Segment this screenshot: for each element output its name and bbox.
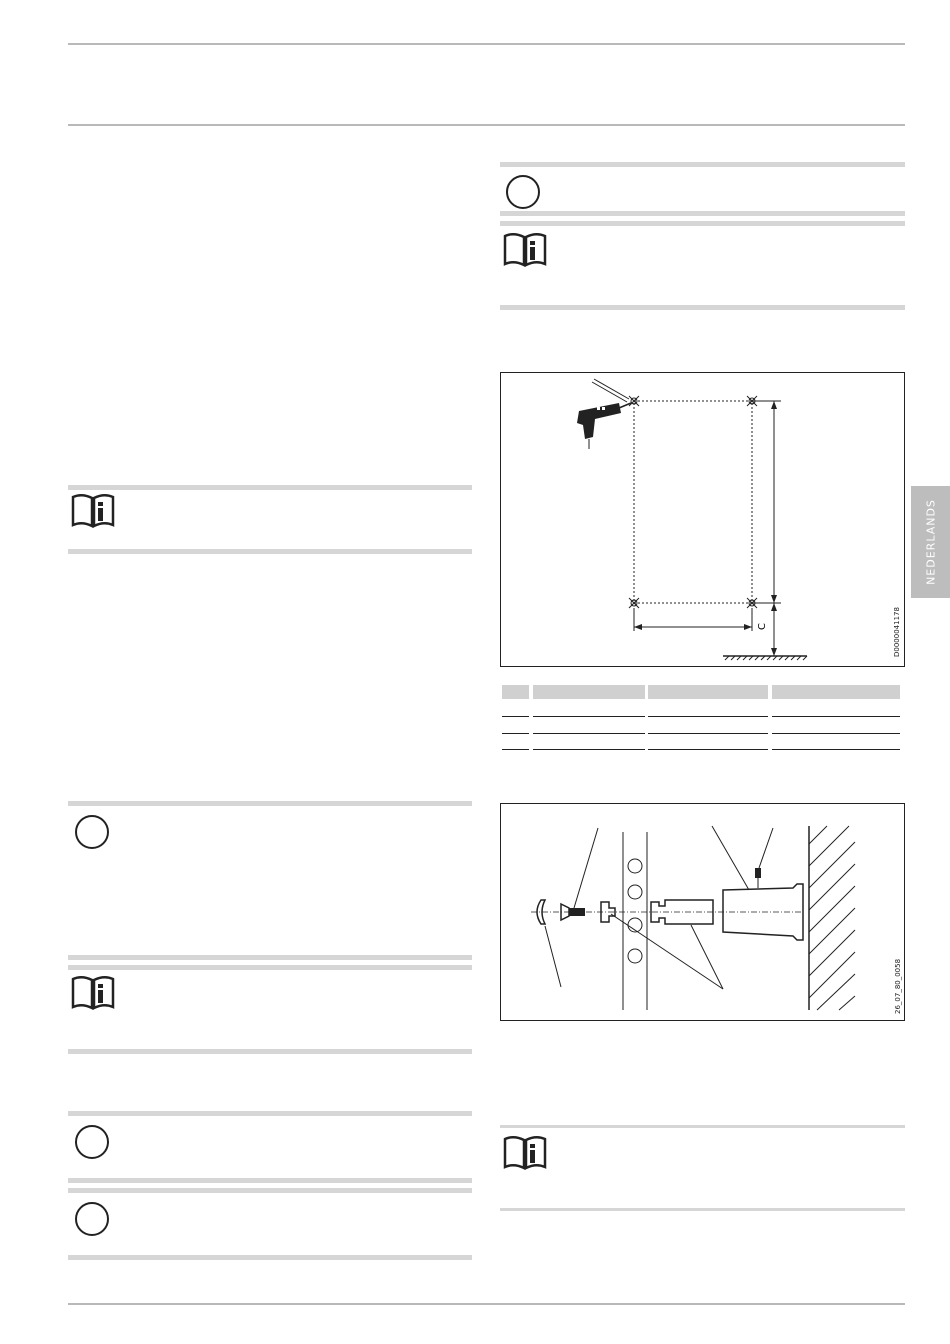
table-row [533,733,645,734]
info-block-bottom-bar [68,549,472,554]
header-rule-bottom [68,124,905,126]
table-row [502,716,529,717]
table-row [533,716,645,717]
table-row [648,749,768,750]
figure-drill-layout [500,372,905,667]
note-block-top-bar [500,162,905,167]
info-block-top-bar [500,1125,905,1128]
info-block-bottom-bar [68,1049,472,1054]
note-circle-icon [75,1125,109,1159]
language-side-tab-label: NEDERLANDS [924,499,937,585]
table-row [502,749,529,750]
note-block-top-bar [68,1188,472,1193]
note-block-top-bar [68,801,472,806]
table-row [772,733,900,734]
figure-code: D0000041178 [893,607,901,657]
table-header-cell [502,685,529,699]
note-block-bottom-bar [68,1255,472,1260]
table-header-cell [772,685,900,699]
note-block-bottom-bar [68,1178,472,1183]
info-block-bottom-bar [500,1208,905,1211]
note-block-top-bar [68,1111,472,1116]
info-block-top-bar [68,485,472,490]
table-row [648,733,768,734]
info-book-icon [502,1135,548,1171]
info-block-top-bar [68,965,472,970]
language-side-tab [911,486,950,598]
table-row [772,716,900,717]
info-book-icon [70,975,116,1011]
figure-code: 26_07_80_0058 [894,958,902,1014]
note-block-bottom-bar [500,211,905,216]
info-book-icon [502,232,548,268]
table-row [533,749,645,750]
table-header-cell [648,685,768,699]
table-row [502,733,529,734]
note-circle-icon [506,175,540,209]
drill-layout-drawing [501,373,904,666]
figure-wall-mount [500,803,905,1021]
note-circle-icon [75,1202,109,1236]
footer-rule [68,1303,905,1305]
info-block-top-bar [500,221,905,226]
note-block-bottom-bar [68,955,472,960]
table-header-cell [533,685,645,699]
wall-mount-drawing [501,804,904,1020]
dimension-label-c: C [756,623,768,630]
table-row [648,716,768,717]
header-rule-top [68,43,905,45]
note-circle-icon [75,815,109,849]
info-block-bottom-bar [500,305,905,310]
info-book-icon [70,493,116,529]
table-row [772,749,900,750]
